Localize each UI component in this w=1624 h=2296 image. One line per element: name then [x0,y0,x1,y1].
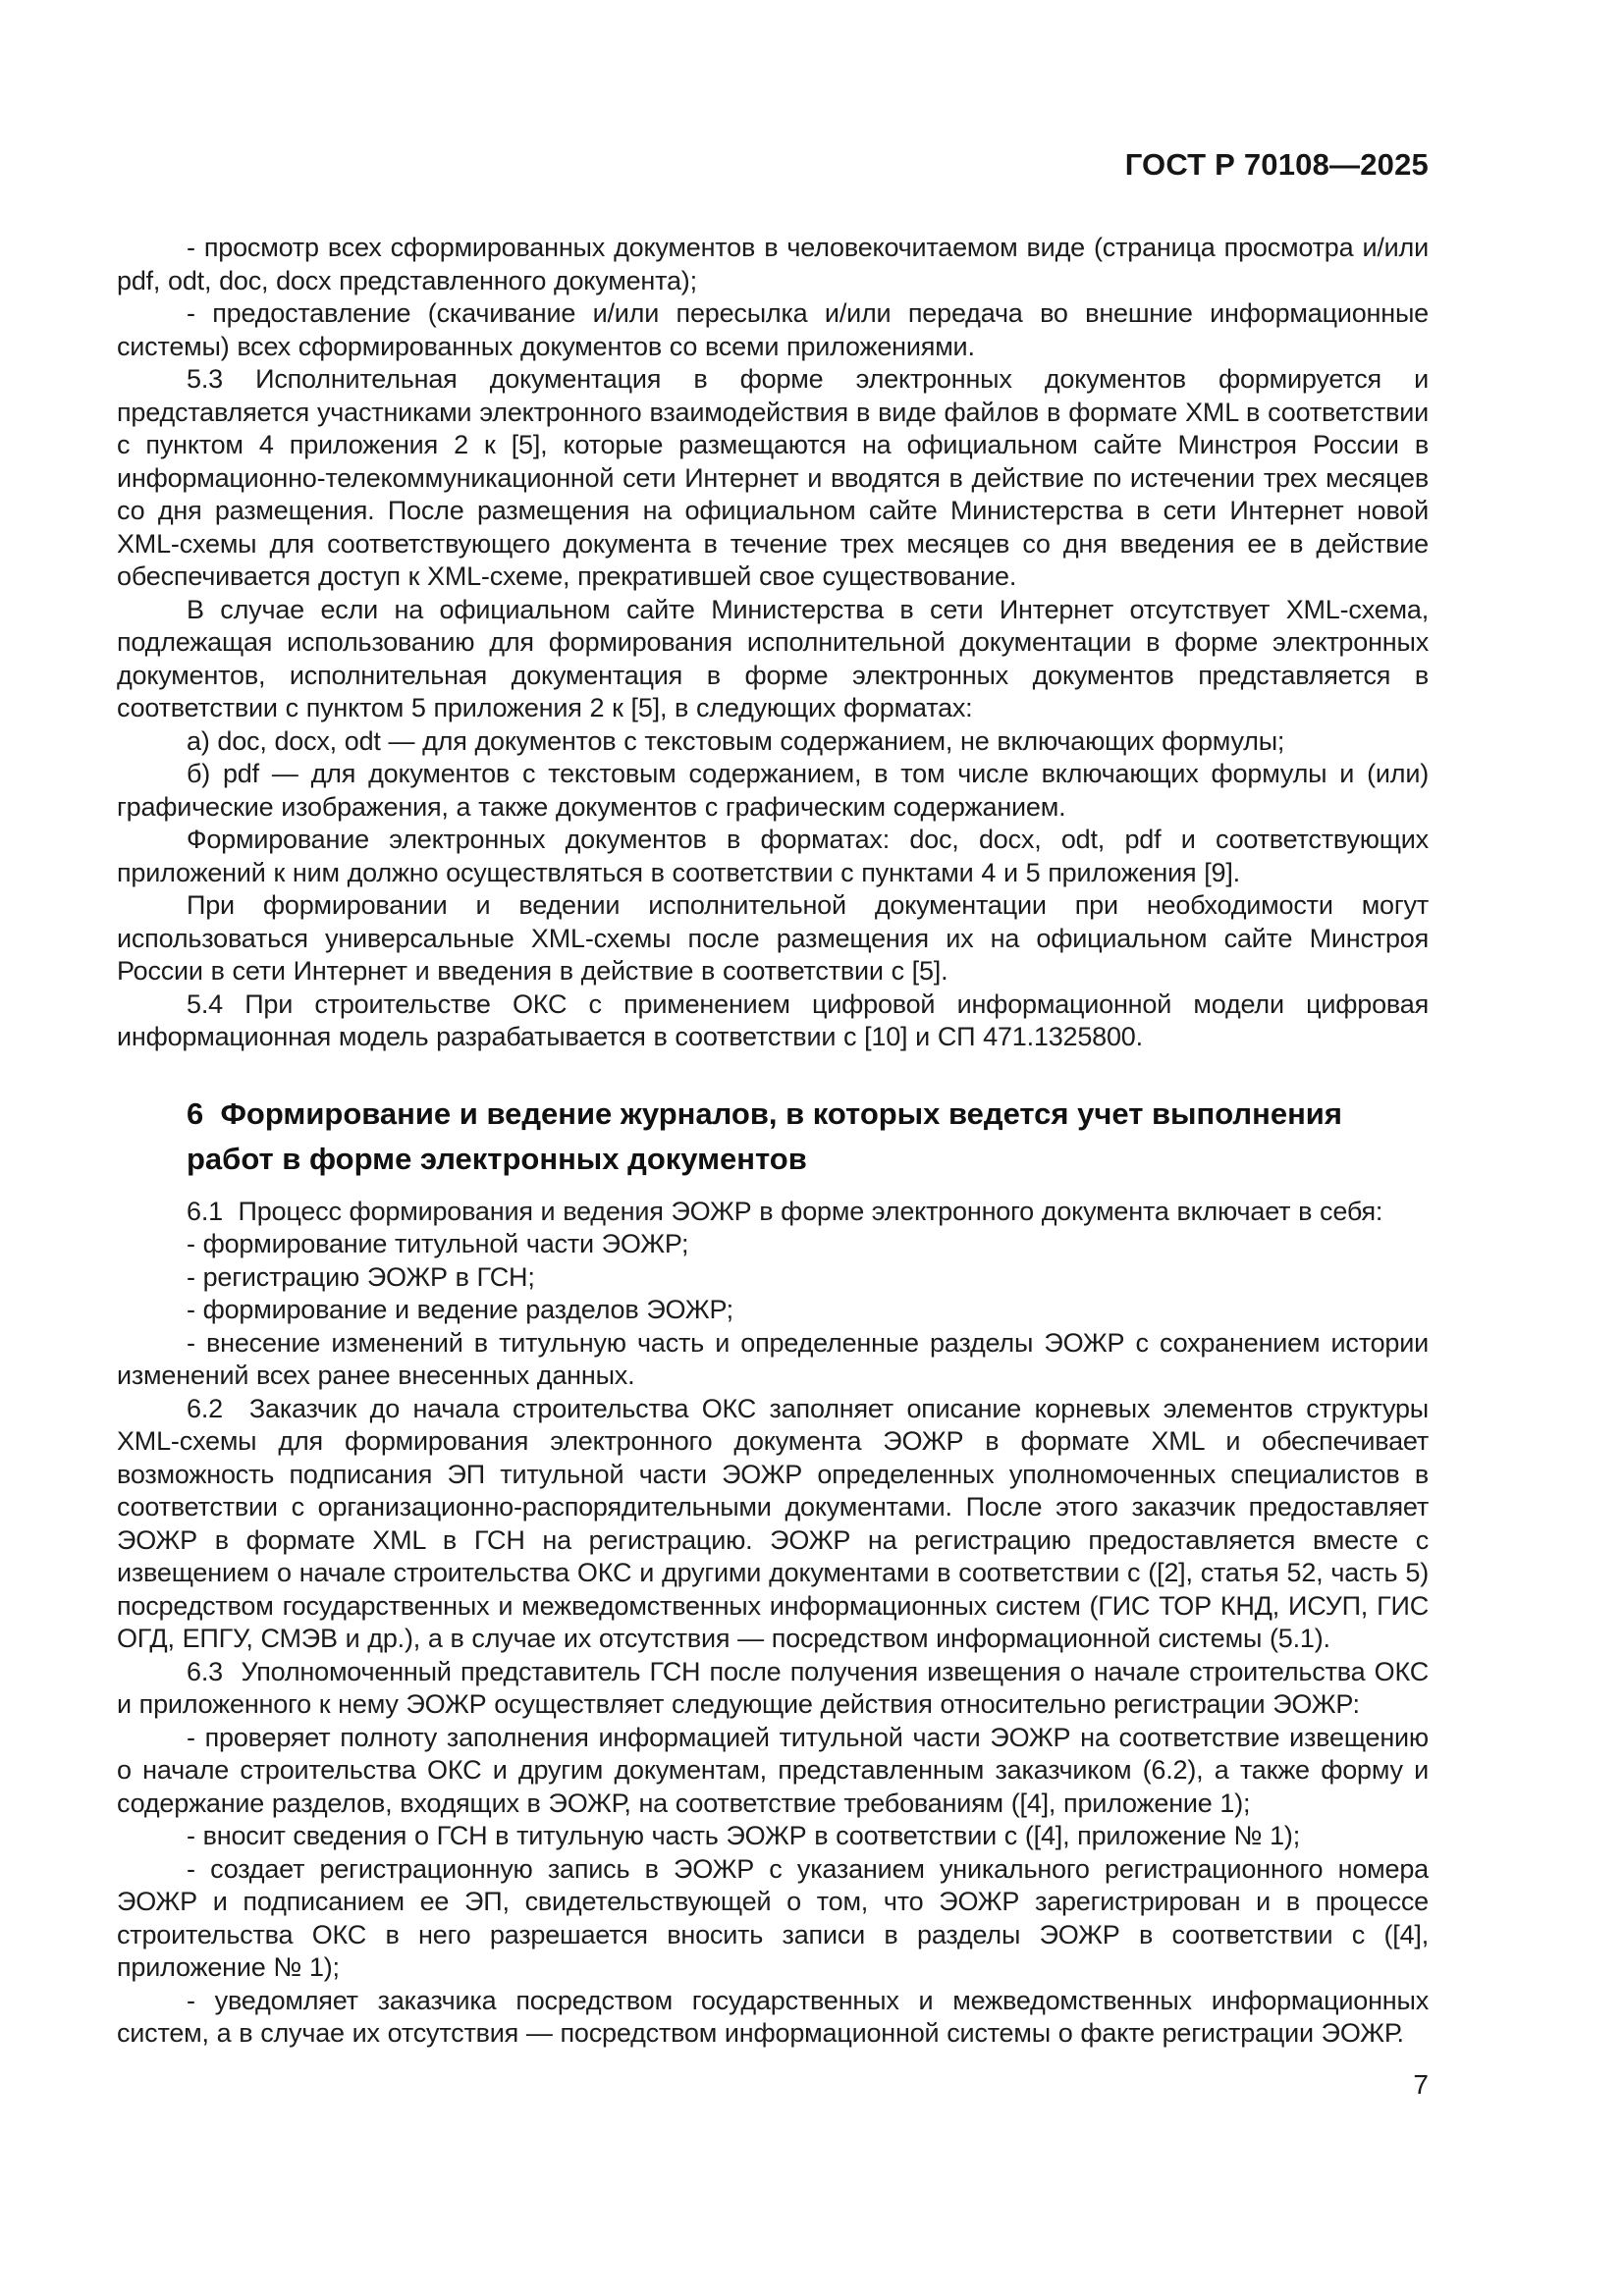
section-heading: 6 Формирование и ведение журналов, в которых ведется учет выполнения работ в форме электронных документов [187,1095,1342,1176]
list-item-paragraph: - предоставление (скачивание и/или пересылка и/или передача во внешние информационные системы) всех сформированных документов со всеми приложениями. [117,298,1429,361]
document-code-header: ГОСТ Р 70108—2025 [1124,147,1429,182]
body-paragraph: 6.3 Уполномоченный представитель ГСН после получения извещения о начале строительства ОКС и приложенного к нему ЭОЖР осуществляет следующие действия относительно регистрации ЭОЖР: [117,1656,1429,1719]
list-item-paragraph: - проверяет полноту заполнения информацией титульной части ЭОЖР на соответствие извещению о начале строительства ОКС и другим документам, представленным заказчиком (6.2), а также форму и содержание разделов, входящих в ЭОЖР, на соответствие требованиям ([4], приложение 1); [117,1722,1429,1818]
list-item-paragraph: б) pdf — для документов с текстовым содержанием, в том числе включающих формулы и (или) графические изображения, а также документов с графическим содержанием. [117,759,1429,822]
list-item-paragraph: - уведомляет заказчика посредством государственных и межведомственных информационных систем, а в случае их отсутствия — посредством информационной системы о факте регистрации ЭОЖР. [117,1985,1429,2048]
body-paragraph: Формирование электронных документов в форматах: doc, docx, odt, pdf и соответствующих приложений к ним должно осуществляться в соответствии с пунктами 4 и 5 приложения [9]. [117,825,1429,887]
list-item-paragraph: - создает регистрационную запись в ЭОЖР с указанием уникального регистрационного номера ЭОЖР и подписанием ее ЭП, свидетельствующей о том, что ЭОЖР зарегистрирован и в процессе строительства ОКС в него разрешается вносить записи в разделы ЭОЖР в соответствии с ([4], приложение № 1); [117,1853,1429,1982]
list-item-paragraph: - вносит сведения о ГСН в титульную часть ЭОЖР в соответствии с ([4], приложение № 1); [187,1821,1301,1850]
body-paragraph: 5.3 Исполнительная документация в форме электронных документов формируется и представляется участниками электронного взаимодействия в виде файлов в формате XML в соответствии с пунктом 4 приложения 2 к [5], которые размещаются на официальном сайте Минстроя России в информационно-телекоммуникационной сети Интернет и вводятся в действие по истечении трех месяцев со дня размещения. После размещения на официальном сайте Министерства в сети Интернет новой XML-схемы для соответствующего документа в течение трех месяцев со дня введения ее в действие обеспечивается доступ к XML-схеме, прекратившей свое существование. [117,364,1429,591]
document-body [117,232,1429,2051]
list-item-paragraph: - регистрацию ЭОЖР в ГСН; [187,1261,535,1292]
body-paragraph: При формировании и ведении исполнительной документации при необходимости могут использоваться универсальные XML-схемы после размещения их на официальном сайте Минстроя России в сети Интернет и введения в действие в соответствии с [5]. [117,890,1429,986]
body-paragraph: 6.1 Процесс формирования и ведения ЭОЖР в форме электронного документа включает в себя: [187,1196,1383,1226]
list-item-paragraph: - формирование титульной части ЭОЖР; [187,1229,689,1258]
body-paragraph: В случае если на официальном сайте Министерства в сети Интернет отсутствует XML-схема, подлежащая использованию для формирования исполнительной документации в форме электронных документов, исполнительная документация в форме электронных документов представляется в соответствии с пунктом 5 приложения 2 к [5], в следующих форматах: [117,594,1429,722]
list-item-paragraph: - формирование и ведение разделов ЭОЖР; [187,1295,733,1324]
body-paragraph: 5.4 При строительстве ОКС с применением цифровой информационной модели цифровая информационная модель разрабатывается в соответствии с [10] и СП 471.1325800. [117,988,1429,1051]
page-number: 7 [1413,2069,1429,2100]
list-item-paragraph: а) doc, docx, odt — для документов с текстовым содержанием, не включающих формулы; [187,725,1285,756]
list-item-paragraph: - просмотр всех сформированных документов в человекочитаемом виде (страница просмотра и/или pdf, odt, doc, docx представленного документа); [117,233,1429,295]
list-item-paragraph: - внесение изменений в титульную часть и определенные разделы ЭОЖР с сохранением истории изменений всех ранее внесенных данных. [117,1327,1429,1390]
body-paragraph: 6.2 Заказчик до начала строительства ОКС заполняет описание корневых элементов структуры XML-схемы для формирования электронного документа ЭОЖР в формате XML и обеспечивает возможность подписания ЭП титульной части ЭОЖР определенных уполномоченных специалистов в соответствии с организационно-распорядительными документами. После этого заказчик предоставляет ЭОЖР в формате XML в ГСН на регистрацию. ЭОЖР на регистрацию предоставляется вместе с извещением о начале строительства ОКС и другими документами в соответствии с ([2], статья 52, часть 5) посредством государственных и межведомственных информационных систем (ГИС ТОР КНД, ИСУП, ГИС ОГД, ЕПГУ, СМЭВ и др.), а в случае их отсутствия — посредством информационной системы (5.1). [117,1393,1429,1653]
